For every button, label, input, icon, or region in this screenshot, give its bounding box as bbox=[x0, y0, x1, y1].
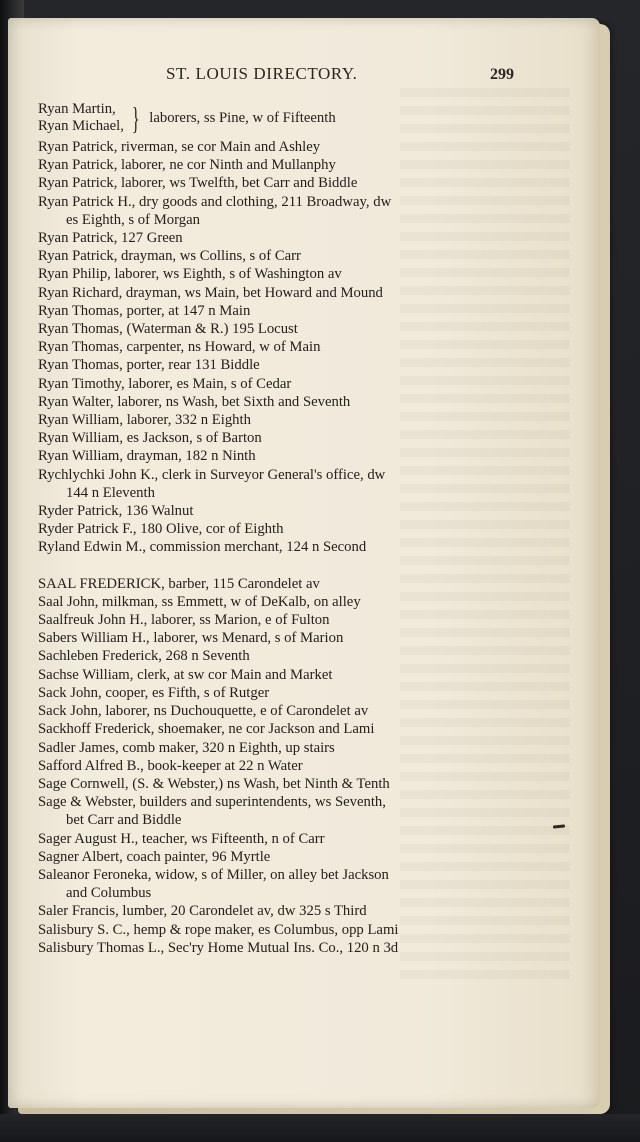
directory-entry: Ryan Patrick, 127 Green bbox=[38, 230, 183, 247]
grouped-name: Ryan Martin, bbox=[38, 101, 116, 117]
directory-entry: Saleanor Feroneka, widow, s of Miller, on alley bet Jackson bbox=[38, 866, 389, 883]
directory-entry: Sachse William, clerk, at sw cor Main and Market bbox=[38, 666, 333, 683]
directory-entry: Ryan Thomas, porter, rear 131 Biddle bbox=[38, 357, 260, 374]
directory-entry-continuation: es Eighth, s of Morgan bbox=[66, 211, 200, 228]
section-gap bbox=[38, 557, 528, 575]
directory-entry: Sage Cornwell, (S. & Webster,) ns Wash, bet Ninth & Tenth bbox=[38, 775, 390, 792]
directory-entry: Sagner Albert, coach painter, 96 Myrtle bbox=[38, 848, 271, 865]
directory-entry: Sachleben Frederick, 268 n Seventh bbox=[38, 648, 250, 665]
directory-entry: Ryan Philip, laborer, ws Eighth, s of Washington av bbox=[38, 266, 342, 283]
directory-entry: Saalfreuk John H., laborer, ss Marion, e of Fulton bbox=[38, 612, 330, 629]
directory-entry: Ryan William, drayman, 182 n Ninth bbox=[38, 448, 256, 465]
directory-entry: Sack John, cooper, es Fifth, s of Rutger bbox=[38, 684, 270, 701]
directory-entry: Ryder Patrick F., 180 Olive, cor of Eighth bbox=[38, 521, 284, 538]
directory-entry: Rychlychki John K., clerk in Surveyor General's office, dw bbox=[38, 466, 386, 483]
directory-entry-continuation: 144 n Eleventh bbox=[66, 484, 155, 501]
directory-entry: Ryder Patrick, 136 Walnut bbox=[38, 503, 194, 520]
directory-entry: Ryan Thomas, carpenter, ns Howard, w of Main bbox=[38, 339, 321, 356]
directory-entry: Salisbury Thomas L., Sec'ry Home Mutual Ins. Co., 120 n 3d bbox=[38, 939, 399, 956]
directory-entry: Safford Alfred B., book-keeper at 22 n Water bbox=[38, 757, 303, 774]
directory-entry: Sadler James, comb maker, 320 n Eighth, up stairs bbox=[38, 739, 335, 756]
directory-entry: Ryan Timothy, laborer, es Main, s of Cedar bbox=[38, 375, 292, 392]
directory-entry: Saal John, milkman, ss Emmett, w of DeKalb, on alley bbox=[38, 593, 361, 610]
directory-entries bbox=[38, 100, 528, 957]
directory-entry: Ryland Edwin M., commission merchant, 124 n Second bbox=[38, 539, 367, 556]
directory-entry: Sabers William H., laborer, ws Menard, s of Marion bbox=[38, 630, 344, 647]
directory-entry: Saler Francis, lumber, 20 Carondelet av, dw 325 s Third bbox=[38, 903, 367, 920]
page-number: 299 bbox=[490, 66, 514, 83]
running-head: ST. LOUIS DIRECTORY. bbox=[166, 64, 358, 83]
directory-entry: SAAL FREDERICK, barber, 115 Carondelet av bbox=[38, 575, 320, 592]
directory-entry: Sage & Webster, builders and superintendents, ws Seventh, bbox=[38, 794, 386, 811]
directory-entry: Ryan Thomas, porter, at 147 n Main bbox=[38, 302, 251, 319]
directory-entry: Sack John, laborer, ns Duchouquette, e of Carondelet av bbox=[38, 703, 369, 720]
grouped-entry-text: laborers, ss Pine, w of Fifteenth bbox=[149, 109, 336, 126]
directory-entry: Ryan Thomas, (Waterman & R.) 195 Locust bbox=[38, 321, 298, 338]
directory-entry: Salisbury S. C., hemp & rope maker, es Columbus, opp Lami bbox=[38, 921, 399, 938]
directory-entry: Ryan Patrick H., dry goods and clothing, 211 Broadway, dw bbox=[38, 193, 392, 210]
directory-entry: Ryan Richard, drayman, ws Main, bet Howard and Mound bbox=[38, 284, 383, 301]
brace-mark: } bbox=[131, 100, 140, 136]
grouped-entry bbox=[38, 100, 528, 136]
directory-entry: Ryan Patrick, riverman, se cor Main and Ashley bbox=[38, 139, 321, 155]
grouped-name: Ryan Michael, bbox=[38, 118, 124, 134]
directory-entry: Ryan Patrick, laborer, ws Twelfth, bet Carr and Biddle bbox=[38, 175, 358, 192]
bottom-background bbox=[0, 1114, 640, 1142]
directory-entry: Ryan Walter, laborer, ns Wash, bet Sixth and Seventh bbox=[38, 393, 351, 410]
directory-entry: Ryan Patrick, laborer, ne cor Ninth and Mullanphy bbox=[38, 157, 336, 174]
directory-entry: Sackhoff Frederick, shoemaker, ne cor Jackson and Lami bbox=[38, 721, 375, 738]
directory-entry: Ryan William, es Jackson, s of Barton bbox=[38, 430, 262, 447]
directory-entry-continuation: bet Carr and Biddle bbox=[66, 812, 182, 829]
page-header bbox=[30, 64, 516, 88]
directory-entry: Sager August H., teacher, ws Fifteenth, n of Carr bbox=[38, 830, 325, 847]
directory-entry: Ryan William, laborer, 332 n Eighth bbox=[38, 412, 251, 429]
directory-entry: Ryan Patrick, drayman, ws Collins, s of Carr bbox=[38, 248, 301, 265]
directory-entry-continuation: and Columbus bbox=[66, 885, 152, 902]
grouped-names bbox=[38, 101, 124, 135]
